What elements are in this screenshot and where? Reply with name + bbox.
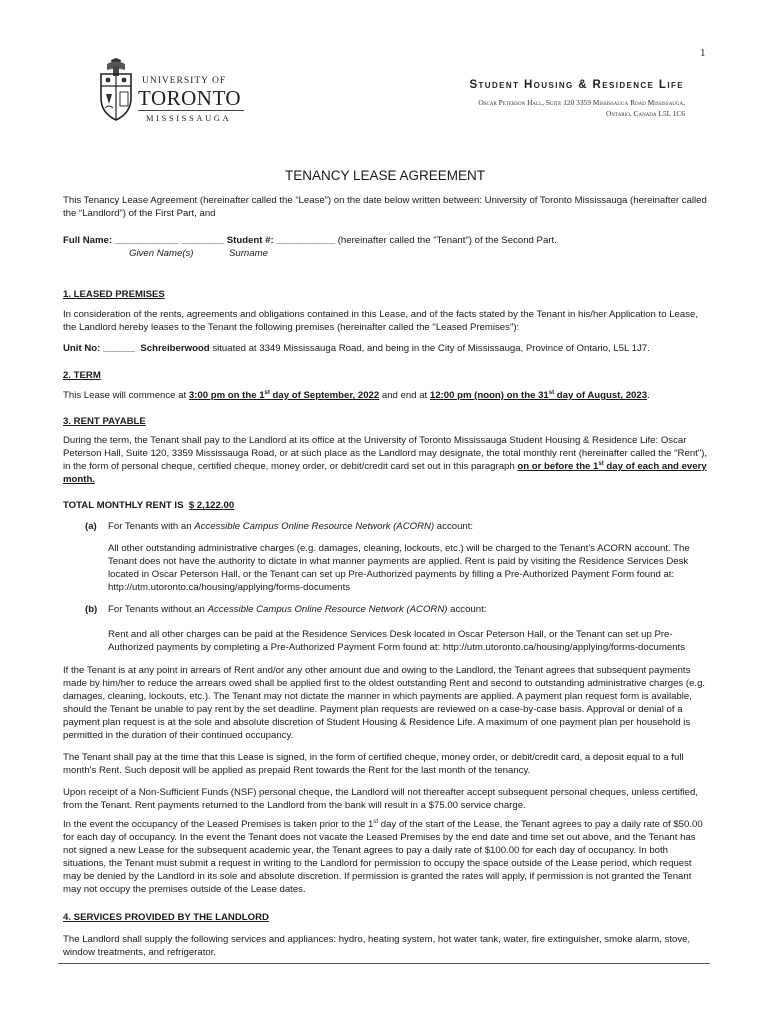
full-name-line: [63, 234, 723, 247]
section-1-heading: 1. LEASED PREMISES: [63, 289, 165, 300]
unit-line: [63, 342, 723, 355]
given-name-blank[interactable]: ____________: [114, 235, 179, 246]
full-name-label: Full Name:: [63, 235, 113, 246]
logo-line-2: TORONTO: [138, 86, 242, 110]
total-rent-value: $ 2,122.00: [188, 500, 235, 511]
university-logo: [98, 58, 248, 128]
rent-paragraph-1: During the term, the Tenant shall pay to the Landlord at its office at the University of Toronto Mississauga Student Housing & Residence Life: Oscar Peterson Hall, Suite 120, 3359 Mississauga Road, or at such place as the Landlord may designate, the total monthly rent (hereinafter called the "Rent"), in the form of personal cheque, certified cheque, money order, or debit/credit card set out in this paragraph on or before the 1st day of each and every month.: [63, 435, 708, 485]
unit-blank[interactable]: ______: [102, 343, 135, 354]
surname-blank[interactable]: ________: [181, 235, 225, 246]
term-text-3: .: [647, 390, 650, 401]
section-4-heading: 4. SERVICES PROVIDED BY THE LANDLORD: [63, 912, 269, 923]
term-end: 12:00 pm (noon) on the 31st day of August, 2023: [429, 389, 648, 401]
unit-label: Unit No:: [63, 343, 101, 354]
term-start: 3:00 pm on the 1st day of September, 2022: [188, 389, 380, 401]
surname-caption: Surname: [229, 248, 268, 259]
given-name-caption: Given Name(s): [129, 248, 194, 259]
clause-b-body: Rent and all other charges can be paid at the Residence Services Desk located in Oscar Peterson Hall, or the Tenant can set up Pre-Authorized payments by completing a Pre-Authorized Payment Form found at: http://utm.utoronto.ca/housing/applying/forms-documents: [108, 629, 685, 653]
rent-paragraph-5: In the event the occupancy of the Leased Premises is taken prior to the 1st day of the start of the Lease, the Tenant agrees to pay a daily rate of $50.00 for each day of occupancy. In the event the Tenant does not vacate the Leased Premises by the end date and time set out above, and the Tenant has not signed a new Lease for the subsequent academic year, the Tenant agrees to pay a daily rate of $100.00 for each day of occupancy. In both situations, the Tenant must submit a request in writing to the Landlord for permission to occupy the space outside of the Lease period, which request may be denied by the Landlord in its sole and absolute discretion. If permission is granted the rates will apply, if permission is not granted the Tenant may not occupy the premises outside of the Lease dates.: [63, 818, 703, 895]
student-number-label: Student #:: [226, 235, 274, 246]
clause-a-body: All other outstanding administrative charges (e.g. damages, cleaning, lockouts, etc.) will be charged to the Tenant's ACORN account. The Tenant does not have the authority to dictate in what manner payments are applied. Rent is paid by visiting the Residence Services Desk located in Oscar Peterson Hall, or the Tenant can set up Pre-Authorized payments by filling a Pre-Authorized Payment Form found at: http://utm.utoronto.ca/housing/applying/forms-documents: [108, 543, 690, 593]
document-title: TENANCY LEASE AGREEMENT: [284, 168, 486, 183]
total-rent-label: TOTAL MONTHLY RENT IS: [63, 500, 184, 511]
building-name: Schreiberwood: [140, 343, 210, 354]
department-title: Student Housing & Residence Life: [469, 79, 684, 91]
clause-a-heading: For Tenants with an Accessible Campus Online Resource Network (ACORN) account:: [108, 521, 474, 532]
page-bottom-rule: [58, 963, 710, 964]
term-line: [63, 389, 723, 402]
logo-rule: [138, 110, 244, 111]
page-number: 1: [700, 47, 706, 59]
crest-icon: [98, 58, 134, 122]
student-number-blank[interactable]: ___________: [276, 235, 336, 246]
clause-b-label: (b): [85, 604, 98, 615]
total-rent-line: [63, 499, 234, 512]
rent-paragraph-4: Upon receipt of a Non-Sufficient Funds (NSF) personal cheque, the Landlord will not thereafter accept subsequent personal cheques, unless certified, from the Tenant. Rent payments returned to the Landlord from the bank will result in a $75.00 service charge.: [63, 787, 698, 811]
section-1-text: In consideration of the rents, agreements and obligations contained in this Lease, and of the facts stated by the Tenant in his/her Application to Lease, the Landlord hereby leases to the Tenant the following premises (hereinafter called the "Leased Premises"):: [63, 309, 699, 333]
unit-address: situated at 3349 Mississauga Road, and being in the City of Mississauga, Province of Ontario, L5L 1J7.: [212, 343, 650, 354]
intro-paragraph: This Tenancy Lease Agreement (hereinafter called the “Lease”) on the date below written between: University of Toronto Mississauga (hereinafter called the “Landlord”) of the First Part, and: [63, 195, 707, 219]
section-3-heading: 3. RENT PAYABLE: [63, 416, 146, 427]
logo-line-3: MISSISSAUGA: [146, 113, 232, 123]
term-text-2: and end at: [379, 390, 430, 401]
clause-b-heading: For Tenants without an Accessible Campus Online Resource Network (ACORN) account:: [108, 604, 487, 615]
term-text-1: This Lease will commence at: [63, 390, 189, 401]
rent-paragraph-2: If the Tenant is at any point in arrears of Rent and/or any other amount due and owing to the Landlord, the Tenant agrees that subsequent payments made by him/her to reduce the arrears owed shall be applied first to the oldest outstanding Rent and second to outstanding administrative charges (e.g. damages, cleaning, lockouts, etc.). The Tenant may not dictate the manner in which payments are applied. A payment plan request form is available, should the Tenant be unable to pay rent by the set deadline. Payment plan requests are reviewed on a case-by-case basis. Approval or denial of a payment plan request is at the sole and absolute discretion of Student Housing & Residence Life. A maximum of one payment plan per household is permitted in the duration of their continued occupancy.: [63, 665, 706, 741]
tenant-definition: (hereinafter called the "Tenant") of the Second Part.: [337, 235, 557, 246]
logo-line-1: UNIVERSITY OF: [142, 76, 227, 86]
address-line-2: Ontario, Canada L5L 1C6: [606, 109, 685, 118]
section-2-heading: 2. TERM: [63, 370, 101, 381]
rent-paragraph-3: The Tenant shall pay at the time that this Lease is signed, in the form of certified cheque, money order, or debit/credit card, a deposit equal to a full month's Rent. Such deposit will be applied as prepaid Rent towards the Rent for the last month of the tenancy.: [63, 752, 684, 776]
clause-a-label: (a): [85, 521, 97, 532]
address-line-1: Oscar Peterson Hall, Suite 120 3359 Mississauga Road Mississauga,: [478, 98, 685, 107]
section-4-text: The Landlord shall supply the following services and appliances: hydro, heating system, hot water tank, water, fire extinguisher, smoke alarm, stove, window treatments, and refrigerator.: [63, 934, 691, 958]
